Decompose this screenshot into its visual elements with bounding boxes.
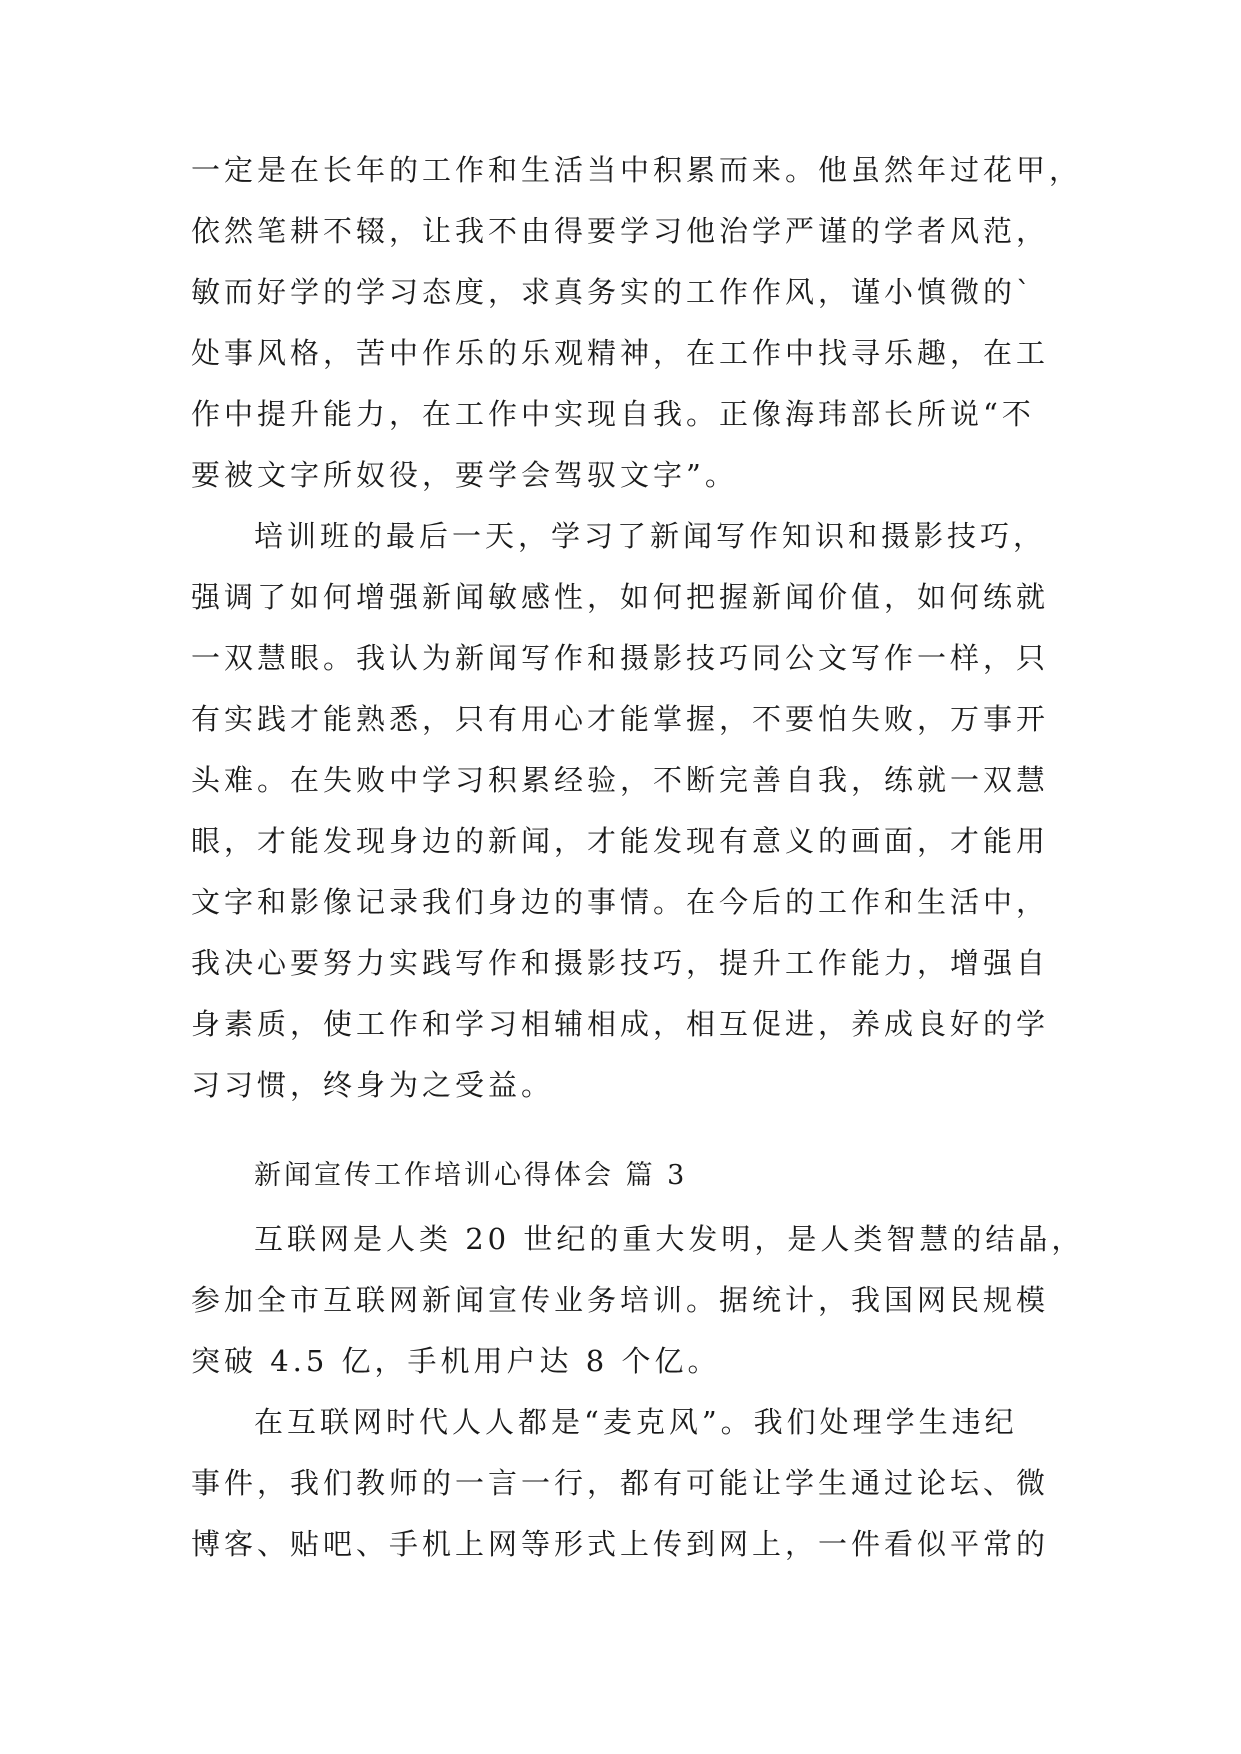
paragraph-line: 文字和影像记录我们身边的事情。在今后的工作和生活中， — [191, 885, 1050, 919]
paragraph-line: 突破 4.5 亿，手机用户达 8 个亿。 — [191, 1344, 721, 1378]
paragraph-line: 事件，我们教师的一言一行，都有可能让学生通过论坛、微 — [191, 1466, 1050, 1500]
paragraph-line: 敏而好学的学习态度，求真务实的工作作风，谨小慎微的` — [191, 275, 1035, 309]
paragraph-line: 头难。在失败中学习积累经验，不断完善自我，练就一双慧 — [191, 763, 1050, 797]
paragraph-line: 身素质，使工作和学习相辅相成，相互促进，养成良好的学 — [191, 1007, 1050, 1041]
paragraph-line: 培训班的最后一天，学习了新闻写作知识和摄影技巧， — [254, 519, 1047, 553]
paragraph-line: 参加全市互联网新闻宣传业务培训。据统计，我国网民规模 — [191, 1283, 1050, 1317]
paragraph-line: 强调了如何增强新闻敏感性，如何把握新闻价值，如何练就 — [191, 580, 1050, 614]
paragraph-line: 依然笔耕不辍，让我不由得要学习他治学严谨的学者风范， — [191, 214, 1050, 248]
paragraph-line: 博客、贴吧、手机上网等形式上传到网上，一件看似平常的 — [191, 1527, 1050, 1561]
paragraph-line: 要被文字所奴役，要学会驾驭文字”。 — [191, 458, 738, 492]
paragraph-line: 在互联网时代人人都是“麦克风”。我们处理学生违纪 — [254, 1405, 1018, 1439]
paragraph-line: 作中提升能力，在工作中实现自我。正像海玮部长所说“不 — [191, 397, 1035, 431]
paragraph-line: 处事风格，苦中作乐的乐观精神，在工作中找寻乐趣，在工 — [191, 336, 1050, 370]
paragraph-line: 互联网是人类 20 世纪的重大发明，是人类智慧的结晶， — [254, 1222, 1085, 1256]
paragraph-line: 我决心要努力实践写作和摄影技巧，提升工作能力，增强自 — [191, 946, 1050, 980]
paragraph-line: 眼，才能发现身边的新闻，才能发现有意义的画面，才能用 — [191, 824, 1050, 858]
paragraph-line: 一定是在长年的工作和生活当中积累而来。他虽然年过花甲， — [191, 153, 1083, 187]
paragraph-line: 有实践才能熟悉，只有用心才能掌握，不要怕失败，万事开 — [191, 702, 1050, 736]
paragraph-line: 一双慧眼。我认为新闻写作和摄影技巧同公文写作一样，只 — [191, 641, 1050, 675]
section-title: 新闻宣传工作培训心得体会 篇 3 — [254, 1160, 688, 1191]
paragraph-line: 习习惯，终身为之受益。 — [191, 1068, 555, 1102]
